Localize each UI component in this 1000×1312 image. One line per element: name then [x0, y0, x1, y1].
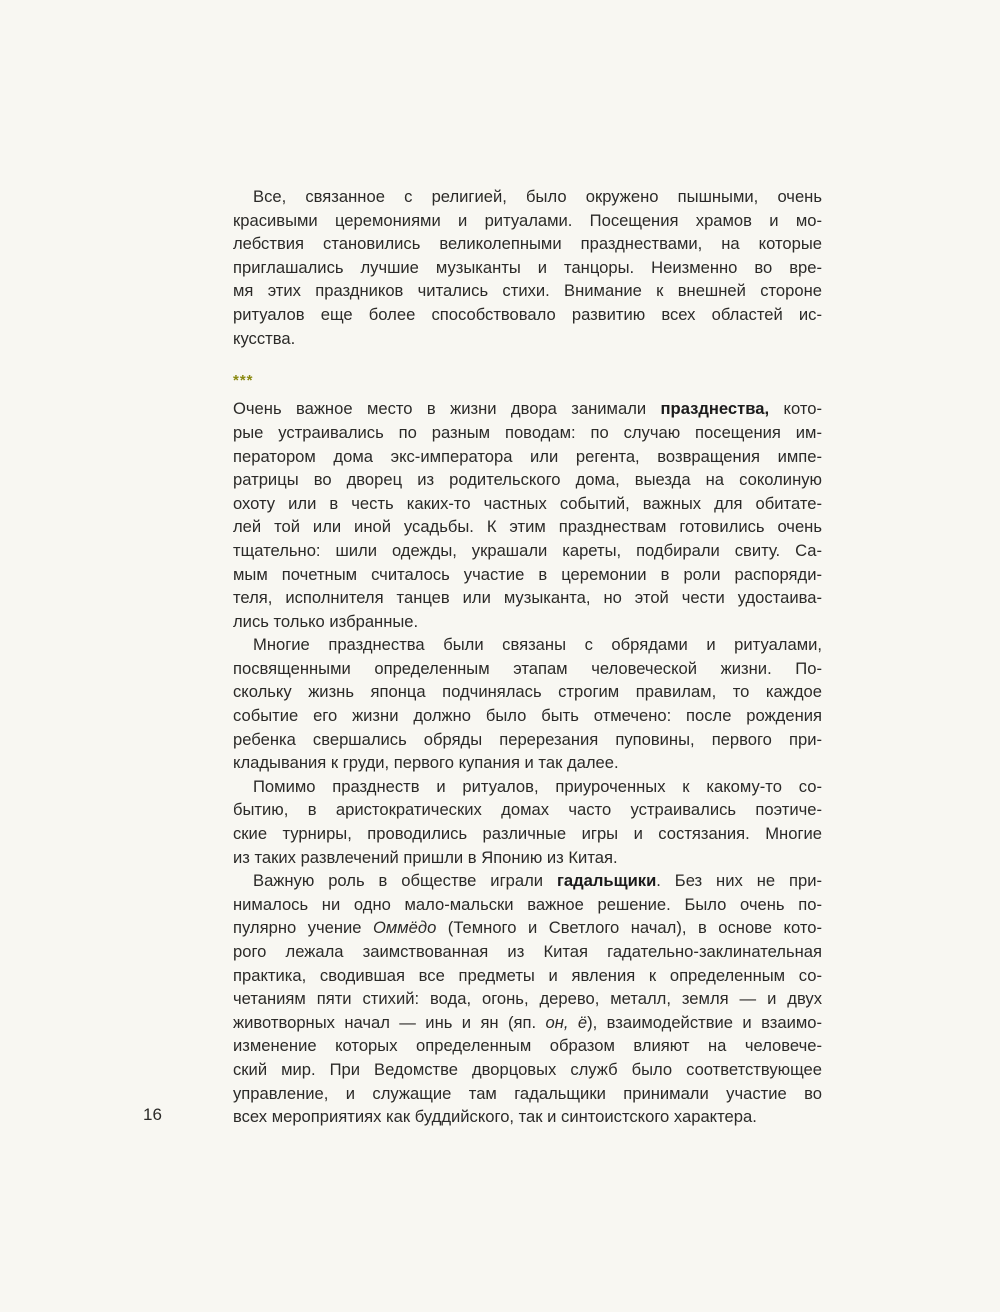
text-run: ратрицы во дворец из родительского дома, выезда на соколиную: [233, 470, 822, 490]
text-line: [233, 728, 822, 752]
body-text: [233, 185, 822, 1129]
text-run: ператором дома экс-императора или регента, возвращения импе-: [233, 446, 822, 466]
text-run: мя этих праздников читались стихи. Внимание к внешней стороне: [233, 281, 822, 301]
text-line: [233, 940, 822, 964]
text-run: лей той или иной усадьбы. К этим празднествам готовились очень: [233, 517, 822, 537]
text-run: пулярно учение: [233, 918, 374, 938]
text-line: [233, 610, 822, 634]
text-line: [233, 185, 822, 209]
text-line: [233, 1034, 822, 1058]
text-run: ский мир. При Ведомстве дворцовых служб было соответствующее: [233, 1059, 822, 1079]
text-run: Помимо празднеств и ритуалов, приуроченных к какому-то со-: [253, 776, 822, 796]
text-line: [233, 893, 822, 917]
text-line: [233, 964, 822, 988]
bold-term: гадальщики: [556, 871, 657, 891]
text-run: посвященными определенным этапам человеческой жизни. По-: [233, 658, 822, 678]
text-run: из таких развлечений пришли в Японию из Китая.: [233, 847, 618, 867]
text-run: кусства.: [233, 328, 296, 348]
text-run: животворных начал — инь и ян (яп.: [233, 1012, 546, 1032]
text-run: ), взаимодействие и взаимо-: [587, 1012, 822, 1032]
text-run: событие его жизни должно было быть отмечено: после рождения: [233, 706, 822, 726]
text-run: мым почетным считалось участие в церемонии в роли распоряди-: [233, 564, 822, 584]
text-run: красивыми церемониями и ритуалами. Посещения храмов и мо-: [233, 210, 822, 230]
text-run: управление, и служащие там гадальщики принимали участие во: [233, 1083, 822, 1103]
text-run: лись только избранные.: [233, 611, 419, 631]
text-line: [233, 232, 822, 256]
text-run: Очень важное место в жизни двора занимали: [233, 399, 661, 419]
paragraph-religion: [233, 185, 822, 350]
text-run: теля, исполнителя танцев или музыканта, но этой чести удостаива-: [233, 588, 822, 608]
section-festivities: [233, 397, 822, 1128]
text-run: кладывания к груди, первого купания и так далее.: [233, 753, 619, 773]
text-run: нималось ни одно мало-мальски важное решение. Было очень по-: [233, 894, 822, 914]
italic-term: Оммёдо: [373, 918, 437, 938]
text-run: тщательно: шили одежды, украшали кареты, подбирали свиту. Са-: [233, 540, 822, 560]
text-run: Все, связанное с религией, было окружено пышными, очень: [253, 187, 822, 206]
text-line: [233, 633, 822, 657]
text-line: [233, 279, 822, 303]
text-line: [233, 1058, 822, 1082]
text-run: изменение которых определенным образом влияют на человече-: [233, 1036, 822, 1056]
text-line: [233, 1011, 822, 1035]
text-line: [233, 563, 822, 587]
text-line: [233, 1105, 822, 1129]
section-gap: [233, 350, 822, 397]
bold-term: празднества,: [660, 399, 770, 419]
text-run: четаниям пяти стихий: вода, огонь, дерево, металл, земля — и двух: [233, 989, 822, 1009]
text-run: рого лежала заимствованная из Китая гадательно-заклинательная: [233, 942, 822, 961]
text-line: [233, 209, 822, 233]
text-run: ские турниры, проводились различные игры и состязания. Многие: [233, 824, 822, 844]
text-run: скольку жизнь японца подчинялась строгим правилам, то каждое: [233, 682, 822, 702]
italic-term: он, ё: [545, 1012, 588, 1032]
text-run: кото-: [769, 399, 822, 419]
page-number: 16: [143, 1105, 162, 1124]
text-line: [233, 468, 822, 492]
text-run: лебствия становились великолепными празднествами, на которые: [233, 234, 822, 254]
text-run: ребенка свершались обряды перерезания пуповины, первого при-: [233, 729, 822, 749]
text-line: [233, 1082, 822, 1106]
text-run: бытию, в аристократических домах часто устраивались поэтиче-: [233, 800, 822, 820]
text-line: [233, 539, 822, 563]
text-line: [233, 445, 822, 469]
text-line: [233, 586, 822, 610]
text-line: [233, 869, 822, 893]
text-run: рые устраивались по разным поводам: по случаю посещения им-: [233, 422, 822, 442]
text-line: [233, 303, 822, 327]
text-line: [233, 916, 822, 940]
text-line: [233, 846, 822, 870]
text-run: всех мероприятиях как буддийского, так и синтоистского характера.: [233, 1107, 757, 1127]
text-line: [233, 256, 822, 280]
text-line: [233, 421, 822, 445]
text-line: [233, 680, 822, 704]
text-run: Важную роль в обществе играли: [253, 871, 557, 891]
text-line: [233, 657, 822, 681]
text-line: [233, 327, 822, 351]
text-run: практика, сводившая все предметы и явления к определенным со-: [233, 965, 822, 985]
text-line: [233, 751, 822, 775]
text-line: [233, 397, 822, 421]
text-run: ритуалов еще более способствовало развитию всех областей ис-: [233, 304, 822, 324]
text-line: [233, 798, 822, 822]
text-line: [233, 822, 822, 846]
text-run: приглашались лучшие музыканты и танцоры. Неизменно во вре-: [233, 257, 822, 277]
text-run: Многие празднества были связаны с обрядами и ритуалами,: [253, 635, 822, 655]
text-line: [233, 492, 822, 516]
text-run: охоту или в честь каких-то частных событий, важных для обитате-: [233, 493, 822, 513]
text-line: [233, 515, 822, 539]
text-line: [233, 775, 822, 799]
text-line: [233, 987, 822, 1011]
section-separator: ***: [233, 372, 254, 389]
text-run: (Темного и Светлого начал), в основе кото-: [436, 918, 822, 938]
text-line: [233, 704, 822, 728]
text-run: . Без них не при-: [656, 871, 822, 891]
